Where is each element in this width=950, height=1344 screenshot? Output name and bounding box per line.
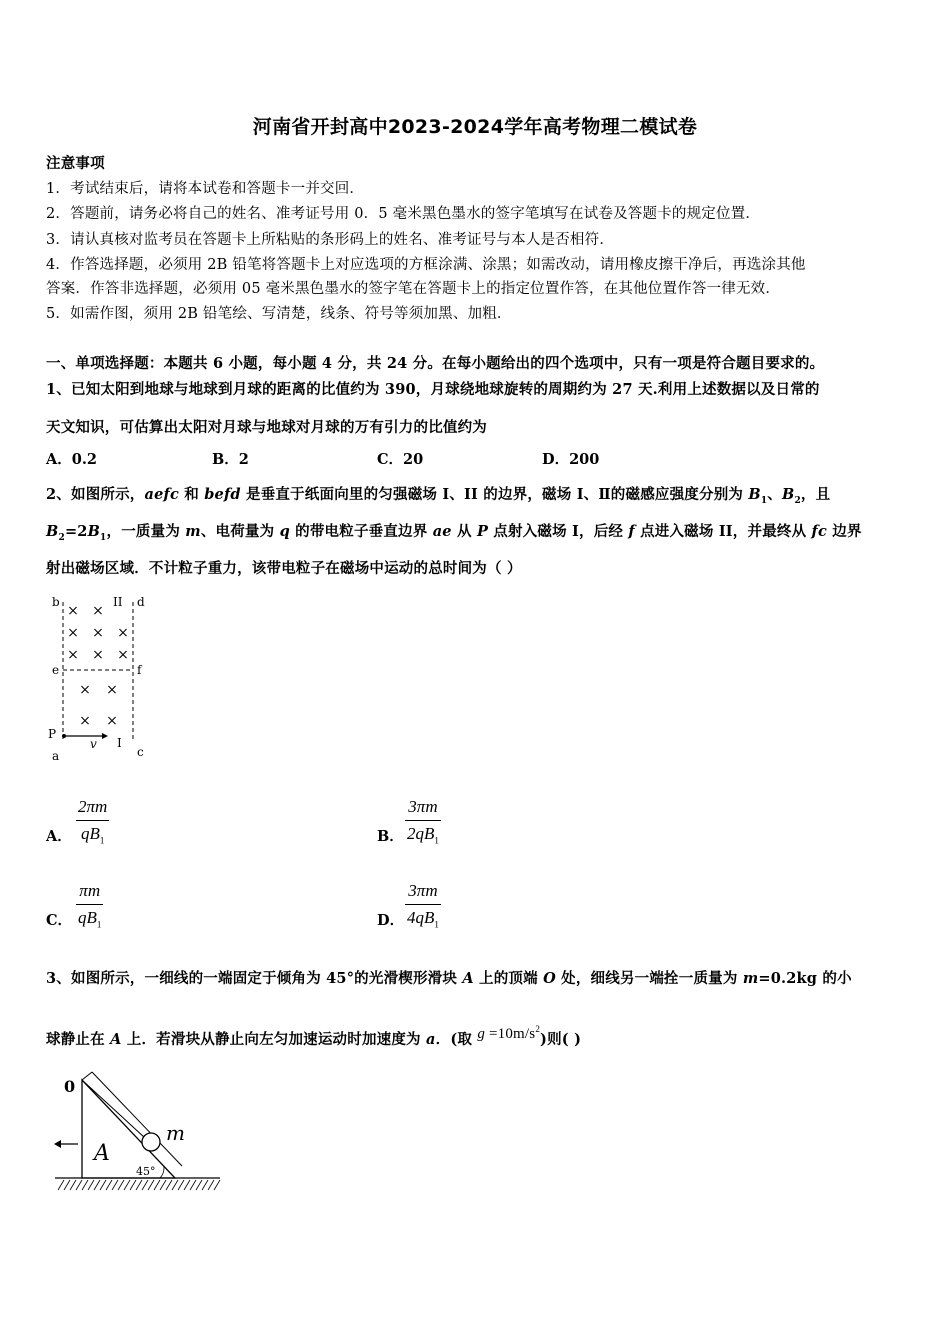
string: [82, 1080, 145, 1138]
q1-text: 天文知识，可估算出太阳对月球与地球对月球的万有引力的比值约为: [46, 419, 487, 436]
notice-item: 答案．作答非选择题，必须用 05 毫米黑色墨水的签字笔在答题卡上的指定位置作答，在其他位置作答一律无效．: [46, 281, 781, 297]
label-a: A: [94, 1141, 110, 1166]
label-p: P: [48, 727, 57, 741]
notice-item: 1．考试结束后，请将本试卷和答题卡一并交回．: [46, 181, 365, 197]
page-title: 河南省开封高中2023-2024学年高考物理二模试卷: [252, 116, 698, 138]
label-d: d: [137, 595, 145, 609]
label-f: f: [137, 663, 142, 677]
cross-mark: ×: [117, 647, 129, 663]
ball: [142, 1133, 160, 1151]
cross-mark: ×: [92, 647, 104, 663]
q2-option-d-fraction: 3πm $4qB_1$: [407, 881, 439, 930]
cross-mark: ×: [79, 713, 91, 729]
cross-mark: ×: [106, 713, 118, 729]
cross-mark: ×: [79, 682, 91, 698]
notice-item: 2．答题前，请务必将自己的姓名、准考证号用 0．5 毫米黑色墨水的签字笔填写在试卷及答题卡的规定位置．: [46, 206, 761, 222]
q1-option-b: B．2: [212, 451, 249, 468]
q2-option-d-label: D．: [377, 912, 405, 929]
notice-item: 4．作答选择题，必须用 2B 铅笔将答题卡上对应选项的方框涂满、涂黑；如需改动，请用橡皮擦干净后，再选涂其他: [46, 257, 806, 273]
acceleration-arrowhead: [54, 1140, 61, 1148]
q3-text: 球静止在 A 上．若滑块从静止向左匀加速运动时加速度为 a．(取 $g =10m/s^2$)则( ): [46, 1024, 582, 1048]
wedge-top-edge: [82, 1072, 92, 1080]
q2-option-a-fraction: 2πm $qB_1$: [78, 797, 108, 846]
q3-text: 3、如图所示，一细线的一端固定于倾角为 45°的光滑楔形滑块 A 上的顶端 O 处，细线另一端拴一质量为 m=0.2kg 的小: [46, 970, 852, 987]
label-angle: 45°: [136, 1165, 156, 1178]
q2-option-c-label: C．: [46, 912, 73, 929]
cross-mark: ×: [67, 625, 79, 641]
label-e: e: [52, 663, 60, 677]
label-m: m: [166, 1121, 185, 1145]
q2-option-b-label: B．: [377, 828, 404, 845]
q1-option-d: D．200: [542, 451, 600, 468]
label-ii: II: [113, 595, 123, 609]
q2-option-c-fraction: πm $qB_1$: [78, 881, 102, 930]
q2-text: $B_2=2B_1$，一质量为 m、电荷量为 q 的带电粒子垂直边界 ae 从 P 点射入磁场 I，后经 f 点进入磁场 II，并最终从 fc 边界: [46, 523, 862, 543]
cross-mark: ×: [67, 647, 79, 663]
cross-mark: ×: [92, 625, 104, 641]
magnetic-field-figure: [40, 590, 170, 770]
q2-text: 射出磁场区域．不计粒子重力，该带电粒子在磁场中运动的总时间为（ ）: [46, 560, 522, 577]
cross-mark: ×: [117, 625, 129, 641]
q2-option-b-fraction: 3πm $2qB_1$: [407, 797, 439, 846]
cross-mark: ×: [106, 682, 118, 698]
ground-hatching: [58, 1180, 220, 1190]
notice-heading: 注意事项: [46, 155, 105, 172]
q1-option-a: A．0.2: [46, 451, 97, 468]
label-c: c: [137, 745, 144, 759]
point-p: [62, 734, 66, 738]
q2-option-a-label: A．: [46, 828, 72, 845]
section-heading: 一、单项选择题：本题共 6 小题，每小题 4 分，共 24 分。在每小题给出的四个选项中，只有一项是符合题目要求的。: [46, 355, 825, 372]
velocity-arrowhead: [102, 733, 108, 739]
q1-option-c: C．20: [377, 451, 424, 468]
label-a: a: [52, 749, 60, 763]
cross-mark: ×: [92, 603, 104, 619]
q2-text: 2、如图所示，aefc 和 befd 是垂直于纸面向里的匀强磁场 I、II 的边界，磁场 I、Ⅱ的磁感应强度分别为 $B_1$、$B_2$，且: [46, 486, 831, 506]
label-o: 0: [64, 1077, 76, 1096]
cross-mark: ×: [67, 603, 79, 619]
q1-text: 1、已知太阳到地球与地球到月球的距离的比值约为 390，月球绕地球旋转的周期约为 27 天.利用上述数据以及日常的: [46, 381, 820, 398]
field-crosses: [67, 603, 129, 729]
wedge-figure: [50, 1070, 230, 1200]
label-i: I: [117, 736, 122, 750]
notice-item: 3．请认真核对监考员在答题卡上所粘贴的条形码上的姓名、准考证号与本人是否相符．: [46, 232, 615, 248]
label-b: b: [52, 595, 60, 609]
notice-item: 5．如需作图，须用 2B 铅笔绘、写清楚，线条、符号等须加黑、加粗．: [46, 306, 512, 322]
angle-arc: [160, 1167, 164, 1178]
label-v: v: [90, 737, 97, 751]
